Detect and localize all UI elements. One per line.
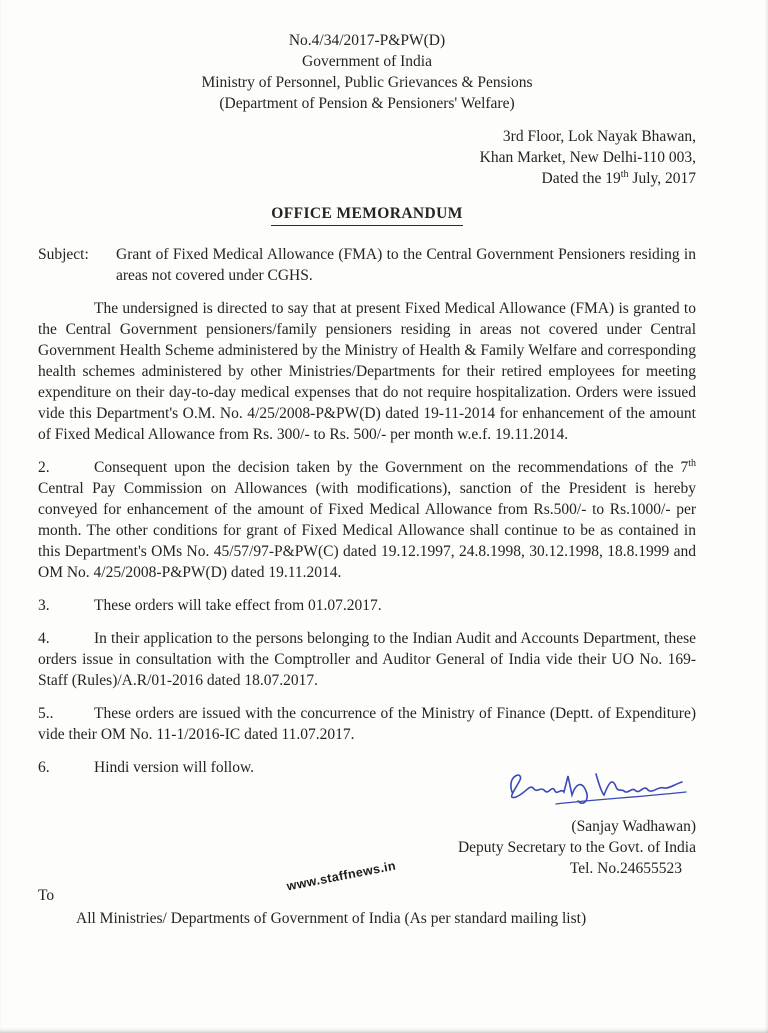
org-line-1: Government of India [302,53,432,70]
paragraph-4-number: 4. [38,630,50,647]
handwritten-signature [494,764,692,816]
addressee-block [38,885,696,929]
paragraph-3 [38,595,696,616]
reference-number: No.4/34/2017-P&PW(D) [288,32,446,49]
date-ordinal: th [620,168,629,180]
paragraph-2-text-b: Central Pay Commission on Allowances (with modifications), sanction of the President is hereby conveyed for enhancement of the amount of Fixed Medical Allowance from Rs.500/- to Rs.1000/- per month. The other conditions for grant of Fixed Medical Allowance shall continue to be as contained in this Department's OMs No. 45/57/97-P&PW(C) dated 19.12.1997, 24.8.1998, 30.12.1998, 18.8.1999 and OM No. 4/25/2008-P&PW(D) dated 19.11.2014. [38,480,696,581]
date-line [38,168,696,189]
paragraph-4 [38,628,696,691]
subject-line [38,244,696,286]
paragraph-2-number: 2. [38,459,50,476]
watermark: www.staffnews.in [285,858,398,894]
signatory-phone: Tel. No.24655523 [569,860,682,877]
subject-text: Grant of Fixed Medical Allowance (FMA) to the Central Government Pensioners residing in areas not covered under CGHS. [116,246,696,284]
org-line-3: (Department of Pension & Pensioners' Welfare) [219,95,515,112]
paragraph-5-number: 5.. [38,705,54,722]
paragraph-3-text: These orders will take effect from 01.07.2017. [94,597,382,614]
paragraph-4-text: In their application to the persons belonging to the Indian Audit and Accounts Department, these orders issue in consultation with the Comptroller and Auditor General of India vide their UO No. 169-Staff (Rules)/A.R/01-2016 dated 18.07.2017. [38,630,696,689]
paragraph-5-text: These orders are issued with the concurrence of the Ministry of Finance (Deptt. of Expenditure) vide their OM No. 11-1/2016-IC dated 11.07.2017. [38,705,696,743]
paragraph-6-number: 6. [38,759,50,776]
letterhead [38,30,696,114]
paragraph-6-text: Hindi version will follow. [94,759,255,776]
memo-title-row [38,203,696,226]
date-text: Dated the 19 [541,170,621,187]
to-label: To [38,887,55,904]
org-line-2: Ministry of Personnel, Public Grievances & Pensions [201,74,533,91]
paragraph-5 [38,703,696,745]
paragraph-1: The undersigned is directed to say that at present Fixed Medical Allowance (FMA) is granted to the Central Government pensioners/family pensioners residing in areas not covered under Central Government Health Scheme administered by the Ministry of Health & Family Welfare and corresponding health schemes administered by other Ministries/Departments for their retired employees for meeting expenditure on their day-to-day medical expenses that do not require hospitalization. Orders were issued vide this Department's O.M. No. 4/25/2008-P&PW(D) dated 19-11-2014 for enhancement of the amount of Fixed Medical Allowance from Rs. 300/- to Rs. 500/- per month w.e.f. 19.11.2014. [38,300,696,443]
memo-title: OFFICE MEMORANDUM [271,203,462,226]
signatory-name: (Sanjay Wadhawan) [571,818,696,835]
paragraph-2-ordinal: th [688,457,696,469]
paragraph-3-number: 3. [38,597,50,614]
address-line-1: 3rd Floor, Lok Nayak Bhawan, [502,128,696,145]
mailing-list-line: All Ministries/ Departments of Government of India (As per standard mailing list) [76,910,587,927]
subject-label: Subject: [38,246,89,263]
paragraph-2-text-a: Consequent upon the decision taken by the Government on the recommendations of the 7 [94,459,689,476]
paragraph-2 [38,457,696,583]
date-suffix: July, 2017 [628,170,696,187]
signatory-designation: Deputy Secretary to the Govt. of India [457,839,696,856]
address-block [38,126,696,189]
address-line-2: Khan Market, New Delhi-110 003, [479,149,696,166]
signature-ink-icon [494,764,692,810]
